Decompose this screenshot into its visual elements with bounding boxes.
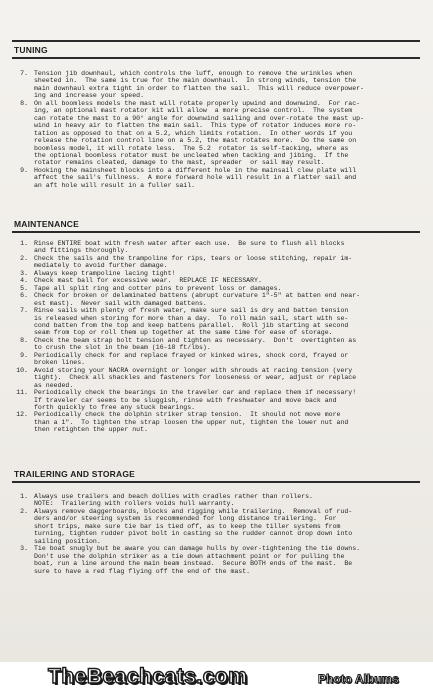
list-item	[14, 493, 420, 508]
item-number: 8.	[20, 99, 28, 107]
item-text: Always keep trampoline lacing tight!	[34, 269, 176, 277]
item-text: Check the sails and the trampoline for rips, tears or loose stitching, repair im- mediately to avoid further damage.	[34, 254, 353, 270]
item-number: 6.	[20, 292, 28, 300]
item-text: Rinse ENTIRE boat with fresh water after each use. Be sure to flush all blocks and fittings thoroughly.	[34, 240, 345, 255]
list-item	[14, 240, 420, 255]
section-title-tuning: TUNING	[14, 45, 48, 55]
item-number: 5.	[20, 284, 28, 292]
list-item	[14, 411, 420, 433]
section-title-trailering: TRAILERING AND STORAGE	[14, 469, 136, 479]
section-rule-trailering	[12, 481, 420, 483]
item-number: 1.	[20, 493, 28, 500]
item-number: 12.	[16, 411, 28, 419]
item-number: 3.	[20, 269, 28, 277]
item-number: 7.	[20, 307, 28, 315]
trailering-list	[14, 493, 420, 575]
section-rule-top-tuning	[12, 40, 420, 42]
item-text: On all boomless models the mast will rotate properly upwind and downwind. For rac- ing, an optional mast rotator kit will allow a more precise control. The system can rotate the mast to a 90° angle for downwind sailing and over-rotate the mast up- wind in heavy air to flatten the main sail. This type of rotator induces more ro- tation as opposed to that on a 5.2, which limits rotation. In other words if you release the rotation control line on a 5.2, the mast rotates more. Do the same on boomless model, it will rotate less. The 5.2 rotator is self-tacking, where as the optional boomless rotator must be uncleated when tacking and jibing. If the rotator remains cleated, damage to the mast, spreader or sail may result.	[34, 99, 365, 167]
item-text: Avoid storing your NACRA overnight or longer with shrouds at racing tension (very tight). Check all shackles and fasteners for looseness or wear, adjust or replace as needed.	[34, 366, 357, 389]
item-number: 8.	[20, 336, 28, 344]
item-text: Check the beam strap bolt tension and tighten as necessary. Don't overtighten as to crush the slot in the beam (16-18 ft/lbs).	[34, 336, 357, 352]
list-item	[14, 389, 420, 411]
item-text: Periodically check the dolphin striker strap tension. It should not move more than a 1". To tighten the strap loosen the upper nut, tighten the lower nut and then retighten the upper nut.	[34, 411, 349, 434]
list-item	[14, 70, 420, 100]
watermark-subtitle: Photo Albums	[318, 672, 399, 686]
item-number: 9.	[20, 166, 28, 174]
item-text: Periodically check for and replace frayed or kinked wires, shock cord, frayed or broken lines.	[34, 351, 349, 367]
item-text: Hooking the mainsheet blocks into a different hole in the mainsail clew plate will affect the sail's fullness. A more forward hole will result in a flatter sail and an aft hole will result in a fuller sail.	[34, 166, 357, 189]
item-number: 2.	[20, 507, 28, 515]
list-item	[14, 277, 420, 284]
watermark-logo: TheBeachcats.com	[48, 665, 248, 688]
item-text: Periodically check the bearings in the traveler car and replace them if necessary! If traveler car seems to be sluggish, rinse with freshwater and move back and forth quickly to free any stuck bearings.	[34, 389, 357, 411]
list-item	[14, 337, 420, 352]
item-text: Check mast ball for excessive wear. REPLACE IF NECESSARY.	[34, 277, 262, 285]
list-item	[14, 545, 420, 575]
item-number: 3.	[20, 545, 28, 553]
list-item	[14, 167, 420, 189]
tuning-list	[14, 70, 420, 189]
item-number: 2.	[20, 254, 28, 262]
section-rule-maintenance	[12, 231, 420, 233]
item-text: Tie boat snugly but be aware you can damage hulls by over-tightening the tie downs. Don't use the dolphin striker as a tie down attachment point or for pulling the boat, run a line around the main beam instead. Secure BOTH ends of the mast. Be sure to have a red flag flying off the end of the mast.	[34, 545, 361, 575]
section-title-maintenance: MAINTENANCE	[14, 219, 80, 229]
item-number: 7.	[20, 70, 28, 77]
item-text: Always use trailers and beach dollies with cradles rather than rollers. NOTE: Trailering with rollers voids hull warranty.	[34, 493, 313, 508]
item-text: Check for broken or delaminated battens (abrupt curvature 1"-5" at batten end near- est mast). Never sail with damaged battens.	[34, 292, 361, 307]
item-number: 1.	[20, 240, 28, 247]
list-item	[14, 508, 420, 545]
list-item	[14, 285, 420, 292]
item-number: 10.	[16, 366, 28, 374]
list-item	[14, 270, 420, 277]
item-text: Always remove daggerboards, blocks and rigging while trailering. Removal of rud- ders and/or steering system is recommended for long distance trailering. For short trips, make sure tie bar is tied off, as to keep the tiller systems from turning, tighten rudder pivot bolt in casting so the rudder cannot drop down into sailing position.	[34, 507, 353, 545]
list-item	[14, 367, 420, 389]
list-item	[14, 100, 420, 167]
item-text: Rinse sails with plenty of fresh water, make sure sail is dry and batten tension is released when storing for more than a day. To roll main sail, start with se- cond batten from the top and keep battens parallel. Roll jib starting at second seam from top or roll them up together at the same time for ease of storage.	[34, 307, 349, 337]
item-number: 4.	[20, 277, 28, 285]
list-item	[14, 255, 420, 270]
list-item	[14, 292, 420, 307]
maintenance-list	[14, 240, 420, 434]
section-rule-tuning	[12, 57, 420, 59]
list-item	[14, 352, 420, 367]
item-number: 11.	[16, 389, 28, 397]
item-number: 9.	[20, 351, 28, 359]
item-text: Tape all split ring and cotter pins to prevent loss or damages.	[34, 284, 282, 292]
list-item	[14, 307, 420, 337]
item-text: Tension jib downhaul, which controls the luff, enough to remove the wrinkles when sheeted in. The same is true for the main downhaul. In strong winds, tension the main downhaul extra tight in order to flatten the sail. This will reduce overpower- ing and increase your speed.	[34, 70, 365, 100]
